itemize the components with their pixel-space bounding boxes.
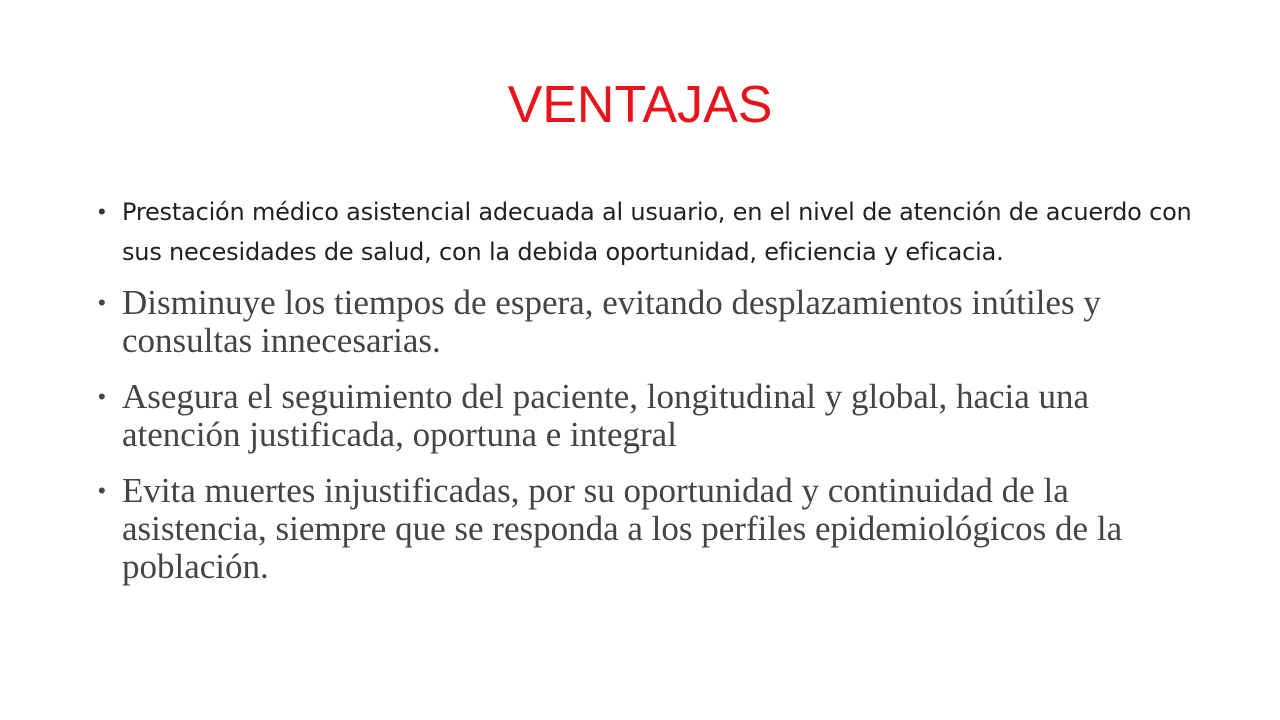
bullet-text: Prestación médico asistencial adecuada al usuario, en el nivel de atención de acuerdo con sus necesidades de salud, con la debida oportunidad, eficiencia y eficacia.: [122, 198, 1192, 266]
list-item: [98, 378, 1208, 454]
bullet-list: [98, 192, 1208, 604]
bullet-text: Disminuye los tiempos de espera, evitando desplazamientos inútiles y consultas innecesarias.: [122, 283, 1101, 360]
bullet-icon: •: [98, 290, 106, 315]
bullet-text: Asegura el seguimiento del paciente, longitudinal y global, hacia una atención justificada, oportuna e integral: [122, 377, 1090, 454]
slide-title: VENTAJAS: [507, 76, 773, 134]
bullet-icon: •: [98, 199, 106, 224]
bullet-icon: •: [98, 478, 106, 503]
list-item: [98, 192, 1208, 272]
bullet-icon: •: [98, 384, 106, 409]
list-item: [98, 472, 1208, 586]
bullet-text: Evita muertes injustificadas, por su oportunidad y continuidad de la asistencia, siempre que se responda a los perfiles epidemiológicos de la población.: [122, 471, 1123, 586]
list-item: [98, 284, 1208, 360]
